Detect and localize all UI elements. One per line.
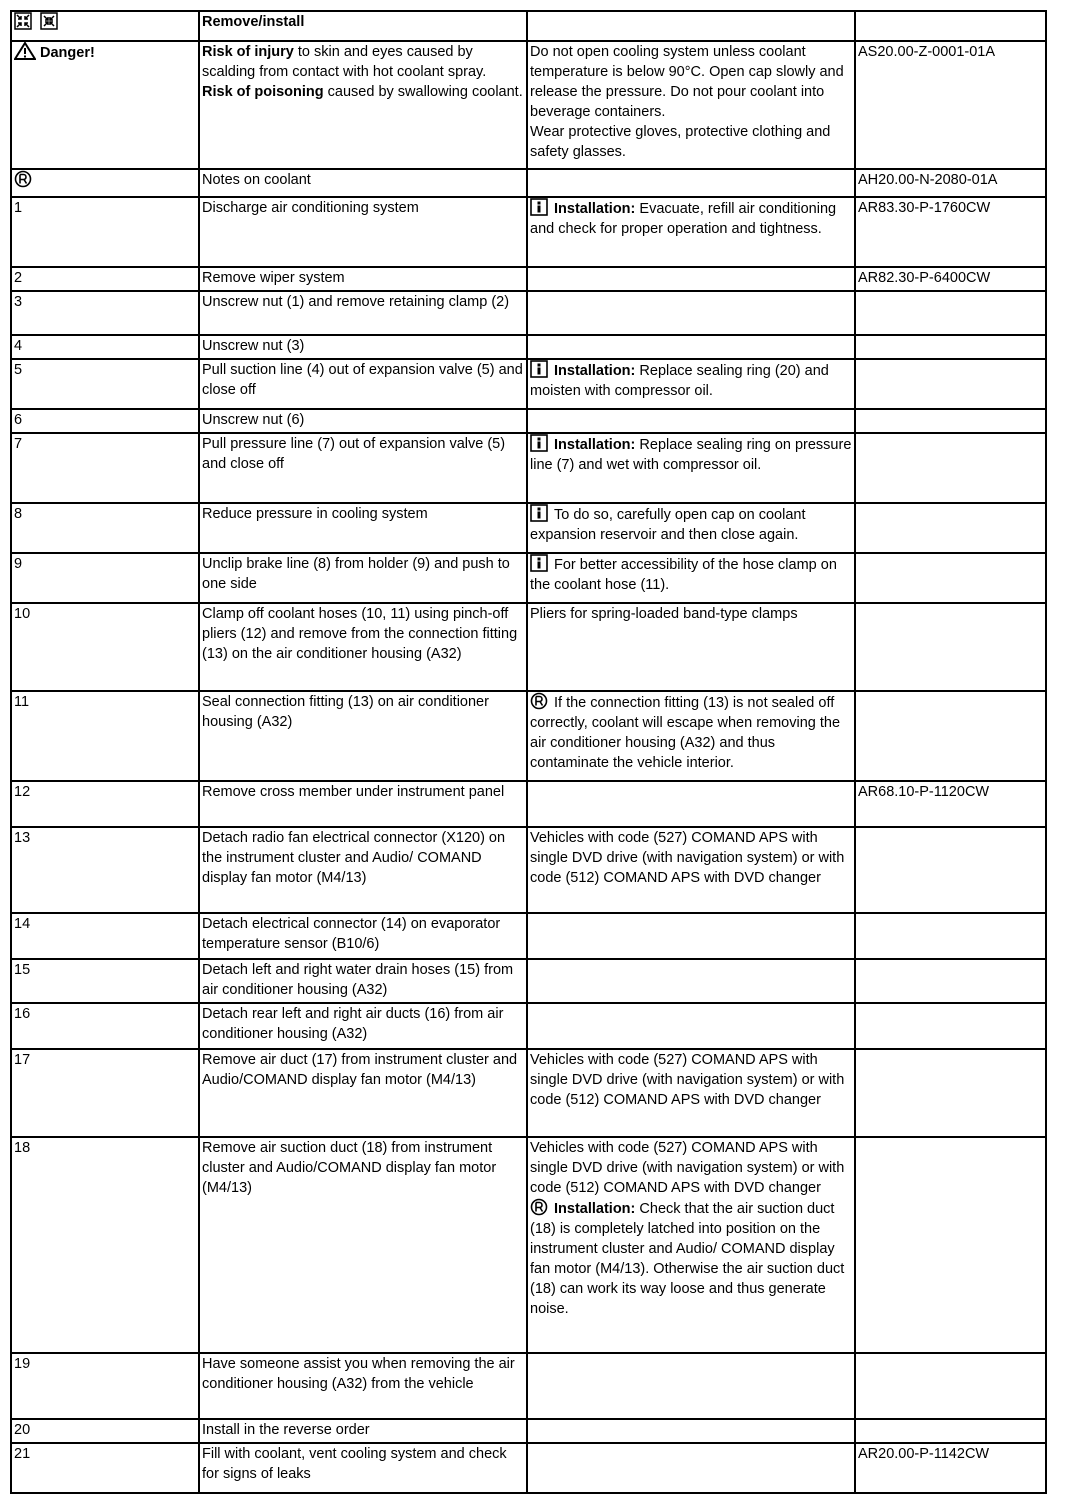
header-empty-note	[527, 11, 855, 41]
poison-text: caused by swallowing coolant.	[327, 84, 523, 100]
step-description: Fill with coolant, vent cooling system and check for signs of leaks	[199, 1443, 527, 1493]
step-note-cell	[527, 197, 855, 267]
step-description: Pull pressure line (7) out of expansion valve (5) and close off	[199, 433, 527, 503]
step-number: 14	[11, 913, 199, 959]
step-description: Pull suction line (4) out of expansion valve (5) and close off	[199, 359, 527, 409]
step-note-cell	[527, 1443, 855, 1493]
step-row	[11, 359, 1046, 409]
step-note: Evacuate, refill air conditioning and check for proper operation and tightness.	[530, 201, 837, 237]
step-row	[11, 1353, 1046, 1419]
danger-label: Danger!	[40, 45, 95, 61]
step-note: Vehicles with code (527) COMAND APS with single DVD drive (with navigation system) or with code (512) COMAND APS with DVD changer	[530, 830, 845, 886]
step-note-cell	[527, 913, 855, 959]
step-note-cell	[527, 1003, 855, 1049]
notes-icon-cell	[11, 169, 199, 197]
install-icon	[40, 12, 58, 30]
step-number: 13	[11, 827, 199, 913]
step-reference	[855, 827, 1046, 913]
step-number: 17	[11, 1049, 199, 1137]
step-row	[11, 1003, 1046, 1049]
step-reference	[855, 913, 1046, 959]
header-title: Remove/install	[199, 11, 527, 41]
step-description: Remove air suction duct (18) from instrument cluster and Audio/COMAND display fan motor (M4/13)	[199, 1137, 527, 1353]
step-note-cell	[527, 433, 855, 503]
step-number: 5	[11, 359, 199, 409]
step-row	[11, 959, 1046, 1003]
step-number: 11	[11, 691, 199, 781]
step-reference	[855, 603, 1046, 691]
step-number: 15	[11, 959, 199, 1003]
step-note-cell	[527, 691, 855, 781]
step-note-cell	[527, 603, 855, 691]
step-description: Unscrew nut (6)	[199, 409, 527, 433]
step-reference	[855, 433, 1046, 503]
step-row	[11, 827, 1046, 913]
info-icon	[530, 434, 548, 452]
danger-note: Do not open cooling system unless coolant temperature is below 90°C. Open cap slowly and release the pressure. Do not pour coolant into beverage containers.	[530, 44, 844, 120]
note2-bold: Installation:	[554, 1201, 636, 1217]
note-bold: Installation:	[554, 363, 636, 379]
info-icon	[530, 504, 548, 522]
step-description: Unscrew nut (1) and remove retaining clamp (2)	[199, 291, 527, 335]
step-number: 21	[11, 1443, 199, 1493]
step-row	[11, 433, 1046, 503]
step-note-cell	[527, 553, 855, 603]
step-note-cell	[527, 1049, 855, 1137]
note-circle-icon	[530, 1198, 548, 1216]
step-description: Reduce pressure in cooling system	[199, 503, 527, 553]
danger-ref: AS20.00-Z-0001-01A	[855, 41, 1046, 169]
step-row	[11, 1137, 1046, 1353]
step-number: 1	[11, 197, 199, 267]
step-note-cell	[527, 781, 855, 827]
info-icon	[530, 554, 548, 572]
note-bold: Installation:	[554, 437, 636, 453]
step-reference	[855, 1003, 1046, 1049]
step-reference	[855, 691, 1046, 781]
step-description: Detach electrical connector (14) on evaporator temperature sensor (B10/6)	[199, 913, 527, 959]
notes-text: Notes on coolant	[199, 169, 527, 197]
step-row	[11, 335, 1046, 359]
danger-label-cell	[11, 41, 199, 169]
step-reference	[855, 1353, 1046, 1419]
step-reference: AR83.30-P-1760CW	[855, 197, 1046, 267]
step-note-cell	[527, 959, 855, 1003]
step-row	[11, 603, 1046, 691]
step-description: Clamp off coolant hoses (10, 11) using pinch-off pliers (12) and remove from the connection fitting (13) on the air conditioner housing (A32)	[199, 603, 527, 691]
header-icons-cell	[11, 11, 199, 41]
step-row	[11, 1419, 1046, 1443]
step-description: Detach left and right water drain hoses (15) from air conditioner housing (A32)	[199, 959, 527, 1003]
step-row	[11, 1443, 1046, 1493]
step-description: Have someone assist you when removing the air conditioner housing (A32) from the vehicle	[199, 1353, 527, 1419]
step-reference	[855, 409, 1046, 433]
poison-bold: Risk of poisoning	[202, 84, 324, 100]
step-description: Detach radio fan electrical connector (X120) on the instrument cluster and Audio/ COMAND display fan motor (M4/13)	[199, 827, 527, 913]
step-description: Install in the reverse order	[199, 1419, 527, 1443]
step-description: Unclip brake line (8) from holder (9) and push to one side	[199, 553, 527, 603]
note-circle-icon	[14, 170, 32, 188]
step-description: Remove air duct (17) from instrument cluster and Audio/COMAND display fan motor (M4/13)	[199, 1049, 527, 1137]
step-number: 18	[11, 1137, 199, 1353]
step-row	[11, 1049, 1046, 1137]
note-bold: Installation:	[554, 201, 636, 217]
step-reference	[855, 1419, 1046, 1443]
step-number: 10	[11, 603, 199, 691]
step-reference	[855, 1137, 1046, 1353]
step-note-cell	[527, 359, 855, 409]
step-description: Unscrew nut (3)	[199, 335, 527, 359]
header-empty-ref	[855, 11, 1046, 41]
procedure-table	[10, 10, 1047, 1494]
step-reference	[855, 335, 1046, 359]
step-reference	[855, 1049, 1046, 1137]
step-row	[11, 197, 1046, 267]
step-note-cell	[527, 335, 855, 359]
step-note-cell	[527, 291, 855, 335]
danger-row	[11, 41, 1046, 169]
step-reference	[855, 959, 1046, 1003]
danger-description	[199, 41, 527, 169]
step-reference: AR68.10-P-1120CW	[855, 781, 1046, 827]
step-note-cell	[527, 1353, 855, 1419]
injury-bold: Risk of injury	[202, 44, 294, 60]
step-note-cell	[527, 267, 855, 291]
step-note: Pliers for spring-loaded band-type clamps	[530, 606, 798, 622]
warning-triangle-icon	[14, 42, 36, 60]
notes-ref: AH20.00-N-2080-01A	[855, 169, 1046, 197]
step-number: 4	[11, 335, 199, 359]
step-reference	[855, 359, 1046, 409]
step-note-cell	[527, 1419, 855, 1443]
step-note-cell	[527, 827, 855, 913]
step-row	[11, 503, 1046, 553]
step-number: 8	[11, 503, 199, 553]
step-note: Vehicles with code (527) COMAND APS with single DVD drive (with navigation system) or with code (512) COMAND APS with DVD changer	[530, 1140, 845, 1196]
step-reference: AR82.30-P-6400CW	[855, 267, 1046, 291]
step-note-cell	[527, 503, 855, 553]
step-number: 6	[11, 409, 199, 433]
step-note: Replace sealing ring (20) and moisten with compressor oil.	[530, 363, 829, 399]
step-number: 19	[11, 1353, 199, 1419]
step-number: 16	[11, 1003, 199, 1049]
step-number: 20	[11, 1419, 199, 1443]
header-row	[11, 11, 1046, 41]
danger-note2: Wear protective gloves, protective clothing and safety glasses.	[530, 124, 831, 160]
notes-row	[11, 169, 1046, 197]
step-description: Remove wiper system	[199, 267, 527, 291]
step-number: 2	[11, 267, 199, 291]
step-note: Vehicles with code (527) COMAND APS with single DVD drive (with navigation system) or with code (512) COMAND APS with DVD changer	[530, 1052, 845, 1108]
step-note: If the connection fitting (13) is not sealed off correctly, coolant will escape when removing the air conditioner housing (A32) and thus contaminate the vehicle interior.	[530, 695, 841, 771]
step-row	[11, 291, 1046, 335]
step-note: Replace sealing ring on pressure line (7) and wet with compressor oil.	[530, 437, 852, 473]
step-row	[11, 267, 1046, 291]
step-description: Discharge air conditioning system	[199, 197, 527, 267]
step-note: To do so, carefully open cap on coolant expansion reservoir and then close again.	[530, 507, 806, 543]
note-circle-icon	[530, 692, 548, 710]
step-note-cell	[527, 1137, 855, 1353]
step-note2: Check that the air suction duct (18) is completely latched into position on the instrument cluster and Audio/ COMAND display fan motor (M4/13). Otherwise the air suction duct (18) can work its way loose and thus generate noise.	[530, 1201, 845, 1317]
step-number: 3	[11, 291, 199, 335]
step-number: 7	[11, 433, 199, 503]
step-row	[11, 409, 1046, 433]
step-number: 9	[11, 553, 199, 603]
step-reference	[855, 291, 1046, 335]
info-icon	[530, 360, 548, 378]
step-description: Seal connection fitting (13) on air conditioner housing (A32)	[199, 691, 527, 781]
notes-empty	[527, 169, 855, 197]
step-reference: AR20.00-P-1142CW	[855, 1443, 1046, 1493]
remove-icon	[14, 12, 32, 30]
step-row	[11, 553, 1046, 603]
step-row	[11, 913, 1046, 959]
step-note: For better accessibility of the hose clamp on the coolant hose (11).	[530, 557, 837, 593]
step-description: Remove cross member under instrument panel	[199, 781, 527, 827]
info-icon	[530, 198, 548, 216]
step-row	[11, 691, 1046, 781]
step-number: 12	[11, 781, 199, 827]
step-description: Detach rear left and right air ducts (16) from air conditioner housing (A32)	[199, 1003, 527, 1049]
step-row	[11, 781, 1046, 827]
step-reference	[855, 553, 1046, 603]
step-reference	[855, 503, 1046, 553]
injury-text: to skin and eyes caused by scalding from contact with hot coolant spray.	[202, 44, 487, 80]
danger-note-cell	[527, 41, 855, 169]
step-note-cell	[527, 409, 855, 433]
